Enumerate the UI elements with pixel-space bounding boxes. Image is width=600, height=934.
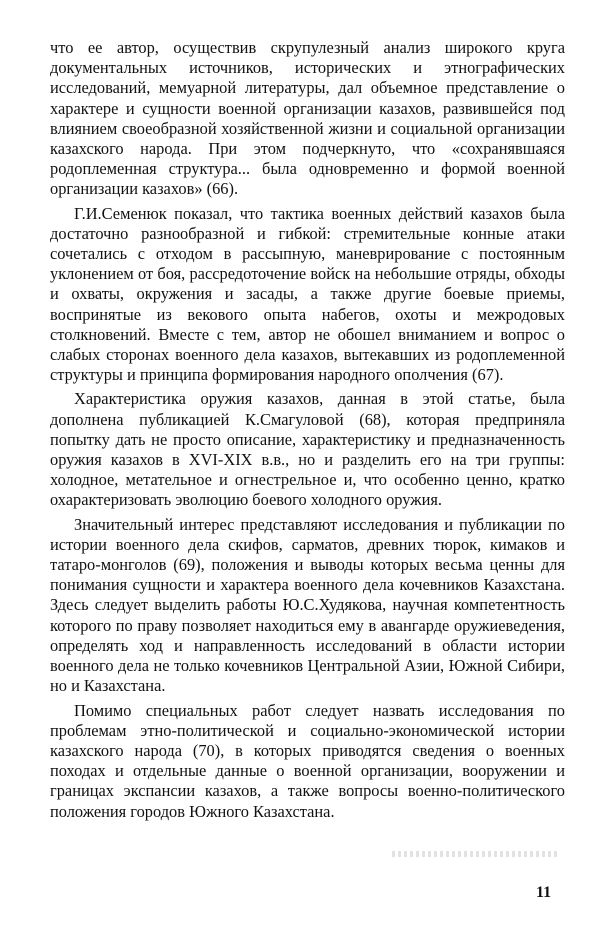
body-text	[50, 38, 565, 826]
paragraph-semenyuk-tactics: Г.И.Семенюк показал, что тактика военных действий казахов была достаточно разнообразной и гибкой: стремительные конные атаки сочетались с отходом в рассыпную, маневрирование с постоянным уклонением от боя, рассредоточение войск на небольшие отряды, обходы и охваты, окружения и засады, а также другие боевые приемы, воспринятые из векового опыта набегов, охоты и межродовых столкновений. Вместе с тем, автор не обошел вниманием и вопрос о слабых сторонах военного дела казахов, вытекавших из родоплеменной структуры и принципа формирования народного ополчения (67).	[50, 203, 565, 385]
paragraph-continuation: что ее автор, осуществив скрупулезный анализ широкого круга документальных источников, исторических и этнографических исследований, мемуарной литературы, дал объемное представление о характере и сущности военной организации казахов, развившейся под влиянием своеобразной хозяйственной жизни и социальной организации казахского народа. При этом подчеркнуто, что «сохранявшаяся родоплеменная структура... была одновременно и формой военной организации казахов» (66).	[50, 38, 565, 199]
paragraph-ethno-political-studies: Помимо специальных работ следует назвать исследования по проблемам этно-политической и социально-экономической истории казахского народа (70), в которых приводятся сведения о военных походах и отдельные данные о военной организации, вооружении и границах экспансии казахов, а также вопросы военно-политического положения городов Южного Казахстана.	[50, 700, 565, 821]
paragraph-weapons: Характеристика оружия казахов, данная в этой статье, была дополнена публикацией К.Смагуловой (68), которая предприняла попытку дать не просто описание, характеристику и предназначенность оружия казахов в XVI-XIX в.в., но и разделить его на три группы: холодное, метательное и огнестрельное и, что особенно ценно, кратко охарактеризовать эволюцию боевого холодного оружия.	[50, 389, 565, 510]
page-number: 11	[536, 884, 552, 901]
scan-artifact	[392, 851, 560, 857]
paragraph-military-history-studies: Значительный интерес представляют исследования и публикации по истории военного дела скифов, сарматов, древних тюрок, кимаков и татаро-монголов (69), положения и выводы которых весьма ценны для понимания сущности и характера военного дела кочевников Казахстана. Здесь следует выделить работы Ю.С.Худякова, научная компетентность которого по праву позволяет находиться ему в авангарде оружиеведения, определять ход и направленность исследований в области истории военного дела не только кочевников Центральной Азии, Южной Сибири, но и Казахстана.	[50, 514, 565, 696]
